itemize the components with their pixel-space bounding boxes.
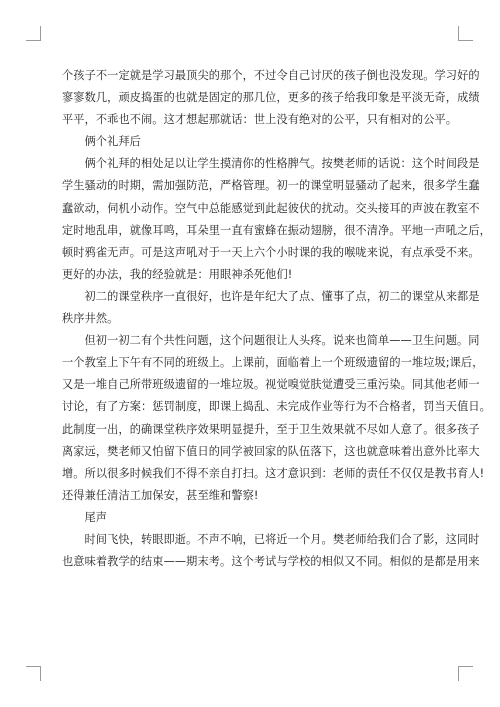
text-line: 一个教室上下午有不同的班级上。上课前，面临着上一个班级遗留的一堆垃圾;课后， <box>62 356 484 370</box>
text-line: 俩个礼拜的相处足以让学生摸清你的性格脾气。按樊老师的话说：这个时间段是 <box>84 157 480 171</box>
text-line: 秩序井然。 <box>62 312 119 326</box>
text-line: 学生骚动的时期，需加强防范，严格管理。初一的课堂明显骚动了起来，很多学生蠢 <box>62 179 480 193</box>
text-line: 离家远，樊老师又怕留下值日的同学被回家的队伍落下，这也就意味着出意外比率大 <box>62 444 480 458</box>
text-line: 也意味着教学的结束——期末考。这个考试与学校的相似又不同。相似的是都是用来 <box>62 555 480 569</box>
text-line: 顿时鸦雀无声。可是这声吼对于一天上六个小时课的我的喉咙来说，有点承受不来。 <box>62 245 480 259</box>
crop-mark-top-left <box>26 26 41 41</box>
text-line: 寥寥数几，顽皮捣蛋的也就是固定的那几位，更多的孩子给我印象是平淡无奇，成绩 <box>62 91 480 105</box>
crop-mark-bottom-left <box>26 666 41 681</box>
text-line: 个孩子不一定就是学习最顶尖的那个，不过令自己讨厌的孩子倒也没发现。学习好的 <box>62 69 480 82</box>
crop-mark-bottom-right <box>458 666 473 681</box>
text-line: 又是一堆自己所带班级遗留的一堆垃圾。视觉嗅觉肤觉遭受三重污染。同其他老师一 <box>62 378 480 392</box>
text-line: 还得兼任清洁工加保安，甚至维和警察! <box>62 488 259 502</box>
text-line: 但初一初二有个共性问题，这个问题很让人头疼。说来也简单——卫生问题。同 <box>84 334 480 348</box>
text-line: 定时地乱串，就像耳鸣，耳朵里一直有蜜蜂在振动翅膀，很不清净。平地一声吼之后， <box>62 223 491 237</box>
section-heading: 俩个礼拜后 <box>84 135 141 149</box>
text-line: 平平，不乖也不闹。这才想起那就话：世上没有绝对的公平，只有相对的公平。 <box>62 113 458 127</box>
crop-mark-top-right <box>458 26 473 41</box>
text-line: 增。所以很多时候我们不得不亲自打扫。这才意识到：老师的责任不仅仅是教书育人! <box>62 466 485 480</box>
text-line: 初二的课堂秩序一直很好，也许是年纪大了点、懂事了点，初二的课堂从来都是 <box>84 289 480 303</box>
section-heading: 尾声 <box>84 510 108 524</box>
text-line: 此制度一出，的确课堂秩序效果明显提升，至于卫生效果就不尽如人意了。很多孩子 <box>62 422 480 436</box>
text-line: 蠢欲动，伺机小动作。空气中总能感觉到此起彼伏的扰动。交头接耳的声波在教室不 <box>62 201 480 215</box>
text-line: 时间飞快，转眼即逝。不声不响，已将近一个月。樊老师给我们合了影，这同时 <box>84 532 480 546</box>
text-line: 讨论，有了方案：惩罚制度，即课上捣乱、未完成作业等行为不合格者，罚当天值日。 <box>62 400 491 414</box>
body-text <box>62 65 491 573</box>
text-line: 更好的办法，我的经验就是：用眼神杀死他们! <box>62 267 293 281</box>
